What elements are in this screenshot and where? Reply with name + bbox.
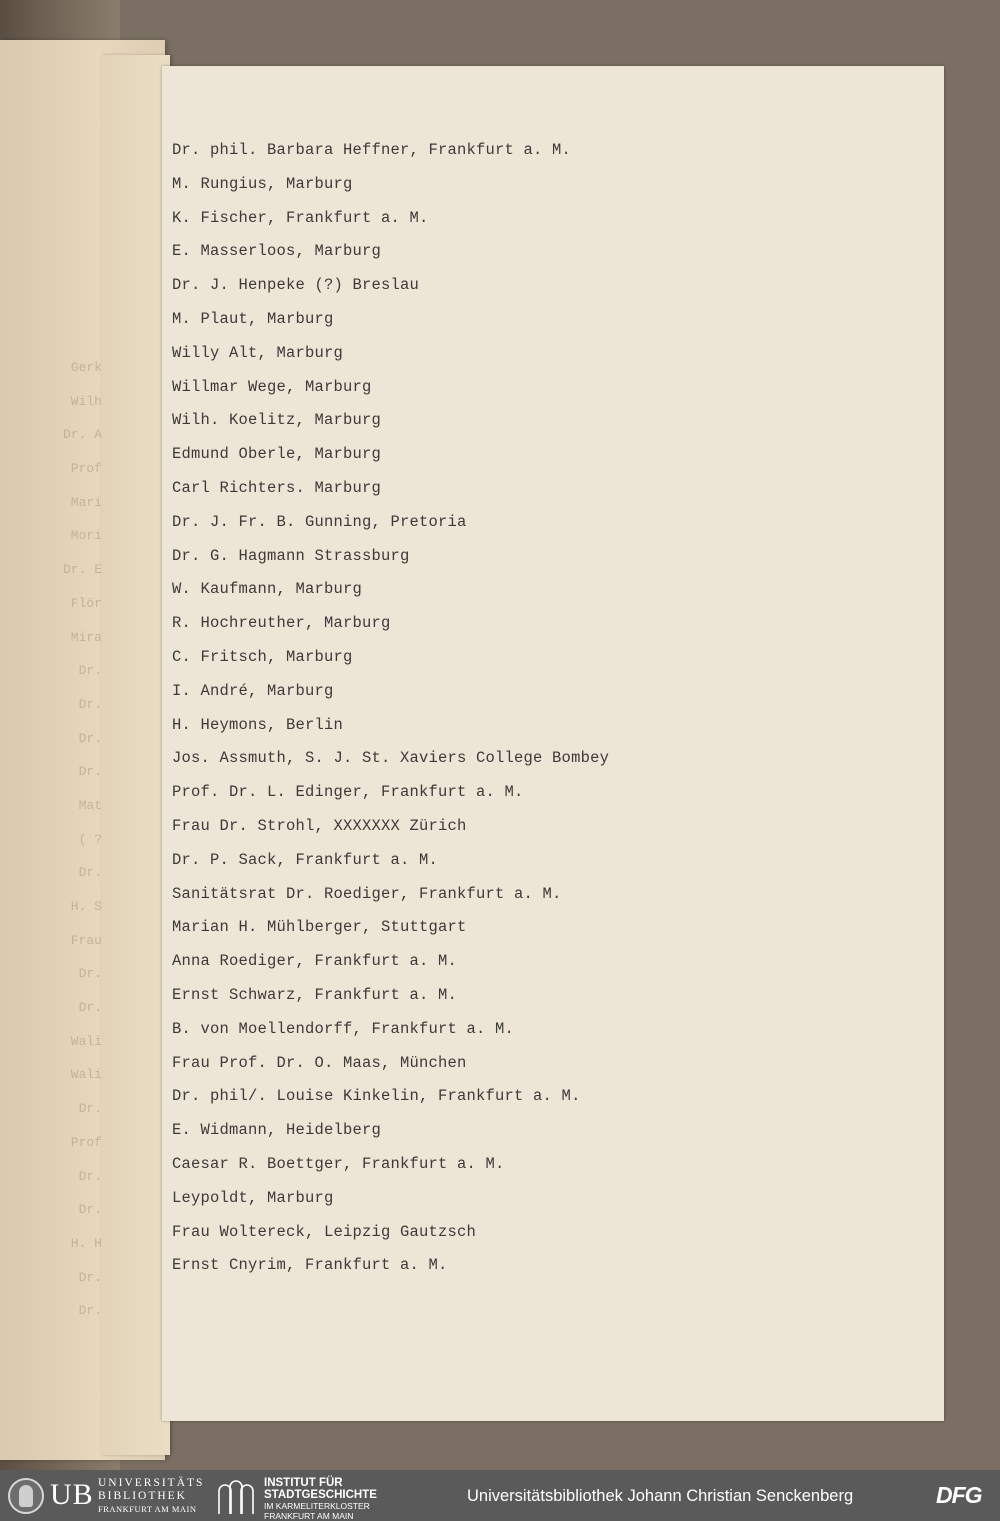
list-entry: Anna Roediger, Frankfurt a. M. [172,952,458,971]
list-entry: Frau Dr. Strohl, XXXXXXX Zürich [172,816,467,835]
list-entry: K. Fischer, Frankfurt a. M. [172,208,429,227]
ghost-line: Mira [70,629,102,645]
list-entry: Wilh. Koelitz, Marburg [172,411,382,430]
institute-name[interactable] [264,1477,377,1521]
list-entry: E. Masserloos, Marburg [172,242,382,261]
ghost-line: Mori [70,528,102,544]
underlying-page-edge [100,55,170,1455]
ghost-line: Wali [70,1067,102,1083]
ghost-line: Wali [70,1033,102,1049]
list-entry: Willy Alt, Marburg [172,343,344,362]
list-entry: Ernst Cnyrim, Frankfurt a. M. [172,1256,448,1275]
list-entry: Frau Prof. Dr. O. Maas, München [172,1053,467,1072]
ghost-line: Flör [70,595,102,611]
list-entry: C. Fritsch, Marburg [172,647,353,666]
list-entry: Sanitätsrat Dr. Roediger, Frankfurt a. M. [172,884,562,903]
ghost-line: Wilh [70,393,102,409]
ghost-line: H. S [70,899,102,914]
ghost-line: Dr. [78,764,102,780]
institute-name-line: IM KARMELITERKLOSTER [264,1501,370,1511]
ghost-line: Prof [70,461,102,477]
list-entry: Frau Woltereck, Leipzig Gautzsch [172,1222,477,1241]
list-entry: M. Plaut, Marburg [172,309,334,328]
list-entry: Leypoldt, Marburg [172,1188,334,1207]
ghost-line: Frau [70,932,102,948]
list-entry: Dr. P. Sack, Frankfurt a. M. [172,850,439,869]
institute-name-line: STADTGESCHICHTE [264,1489,377,1501]
list-entry: Ernst Schwarz, Frankfurt a. M. [172,985,458,1004]
ub-name-line: FRANKFURT AM MAIN [98,1504,197,1514]
ghost-line: Dr. [78,865,102,881]
list-entry: W. Kaufmann, Marburg [172,580,363,599]
ghost-line: Dr. [78,1303,102,1319]
underlying-page-text [0,360,110,1360]
list-entry: Dr. G. Hagmann Strassburg [172,546,410,565]
list-entry: Carl Richters. Marburg [172,478,382,497]
dfg-logo[interactable]: DFG [936,1482,982,1508]
ghost-line: Dr. [78,696,102,712]
list-entry: I. André, Marburg [172,681,334,700]
list-entry: H. Heymons, Berlin [172,715,344,734]
ub-name-line: UNIVERSITÄTS [98,1477,205,1489]
list-entry: Edmund Oberle, Marburg [172,445,382,464]
ghost-line: Dr. [78,1269,102,1285]
list-entry: Caesar R. Boettger, Frankfurt a. M. [172,1154,505,1173]
ghost-line: Dr. [78,663,102,679]
ghost-line: Mari [70,494,102,510]
ghost-line: Dr. [78,1000,102,1016]
ghost-line: ( ? [78,831,102,847]
institute-name-line: INSTITUT FÜR [264,1477,343,1489]
institute-arches-icon[interactable] [216,1477,256,1515]
ub-wordmark[interactable]: UB [50,1478,94,1511]
footer-bar [0,1470,1000,1521]
ub-name-line: BIBLIOTHEK [98,1490,187,1502]
ghost-line: Dr. [78,1101,102,1117]
list-entry: E. Widmann, Heidelberg [172,1121,382,1140]
ub-seal-icon[interactable] [8,1478,44,1514]
library-name[interactable]: Universitätsbibliothek Johann Christian Senckenberg [467,1487,854,1505]
ghost-line: Dr. A [62,427,102,443]
name-list [172,138,609,1287]
ghost-line: Dr. [78,1168,102,1184]
ghost-line: Dr. [78,730,102,746]
ghost-line: Dr. [78,1202,102,1218]
list-entry: Dr. phil. Barbara Heffner, Frankfurt a. M. [172,141,572,159]
ub-name[interactable] [98,1477,204,1515]
list-entry: Dr. phil/. Louise Kinkelin, Frankfurt a. M. [172,1087,581,1106]
list-entry: Dr. J. Fr. B. Gunning, Pretoria [172,512,467,531]
ghost-line: Gerk [70,360,102,375]
typed-page [162,66,944,1421]
list-entry: Willmar Wege, Marburg [172,377,372,396]
list-entry: M. Rungius, Marburg [172,174,353,193]
list-entry: R. Hochreuther, Marburg [172,614,391,633]
list-entry: Marian H. Mühlberger, Stuttgart [172,918,467,937]
ghost-line: Mat [78,797,102,813]
ghost-line: Dr. [78,966,102,982]
ghost-line: Dr. E [62,562,102,578]
ghost-line: H. H [70,1235,102,1251]
ghost-line: Prof [70,1134,102,1150]
institute-name-line: FRANKFURT AM MAIN [264,1511,354,1521]
list-entry: Dr. J. Henpeke (?) Breslau [172,276,420,295]
list-entry: Prof. Dr. L. Edinger, Frankfurt a. M. [172,783,524,802]
list-entry: Jos. Assmuth, S. J. St. Xaviers College Bombey [172,749,610,768]
list-entry: B. von Moellendorff, Frankfurt a. M. [172,1019,515,1038]
